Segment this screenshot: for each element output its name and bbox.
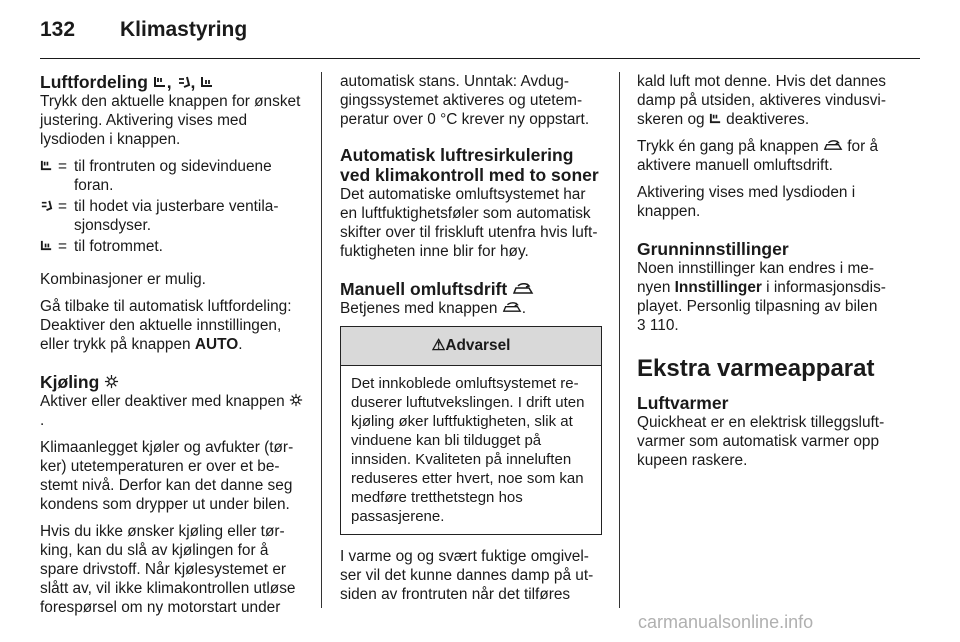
section-title-luftvarmer: Luftvarmer (637, 393, 729, 413)
header-divider (40, 58, 920, 59)
chapter-section-title: Ekstra varmeapparat (637, 355, 875, 382)
page-number: 132 (40, 18, 76, 41)
paragraph: Aktivering vises med lysdioden i knappen. (637, 184, 856, 220)
section-title-manual-recirculation: Manuell omluftsdrift (340, 279, 602, 299)
chapter-title: Klimastyring (120, 18, 248, 41)
column-divider-1 (321, 72, 322, 608)
definition-text: til fotrommet. (74, 238, 163, 255)
page-header (40, 14, 920, 60)
snowflake-icon (289, 393, 303, 407)
watermark: carmanualsonline.info (638, 612, 814, 632)
page-reference-icon: 3 (637, 317, 646, 334)
paragraph: Hvis du ikke ønsker kjøling eller tørking, kan du slå av kjølingen for å spare drivstoff. Når kjølesystemet er slått av, vil ikke klimakontrollen utløse forespørsel om ny motorstart under (40, 523, 296, 616)
recirculation-car-icon (512, 283, 534, 296)
column-2 (340, 72, 602, 612)
warning-title: Advarsel (445, 337, 511, 354)
paragraph: Det automatiske omluftsystemet har en luftfuktighetsføler som automatisk skifter over til friskluft utenfra hvis luftfuktigheten inne blir for høy. (340, 186, 598, 260)
section-title-grunninnstillinger: Grunninnstillinger (637, 239, 789, 259)
airflow-feet-icon (40, 239, 53, 252)
recirculation-car-icon (823, 140, 843, 152)
definition-item: = til hodet via justerbare ventilasjonsdyser. (40, 197, 305, 235)
paragraph: kald luft mot denne. Hvis det dannes damp på utsiden, aktiveres vindusviskeren og deaktiveres. (637, 73, 886, 128)
paragraph: automatisk stans. Unntak: Avduggingssystemet aktiveres og utetemperatur over 0 °C krever ny oppstart. (340, 73, 590, 128)
warning-header (341, 327, 601, 366)
snowflake-icon (104, 374, 119, 389)
paragraph: Betjenes med knappen . (340, 300, 527, 317)
definition-item: = til fotrommet. (40, 237, 305, 256)
paragraph: I varme og og svært fuktige omgivelser vil det kunne dannes damp på utsiden av frontruten når det tilføres (340, 548, 594, 603)
airflow-head-icon (40, 199, 53, 212)
warning-box (340, 326, 602, 535)
airflow-head-icon (177, 75, 191, 89)
recirculation-car-icon (502, 302, 522, 314)
airflow-windscreen-icon (153, 75, 167, 89)
paragraph: Gå tilbake til automatisk luftfordeling: Deaktiver den aktuelle innstillingen, eller trykk på knappen AUTO. (40, 298, 292, 353)
airflow-windscreen-icon (709, 112, 722, 125)
column-1 (40, 72, 305, 625)
column-divider-2 (619, 72, 620, 608)
paragraph: Trykk én gang på knappen for å aktivere manuell omluftsdrift. (637, 138, 879, 174)
paragraph: Quickheat er en elektrisk tilleggsluftvarmer som automatisk varmer opp kupeen raskere. (637, 414, 885, 469)
airflow-feet-icon (200, 75, 214, 89)
section-title-luftfordeling: Luftfordeling , , (40, 72, 305, 92)
airflow-windscreen-icon (40, 159, 53, 172)
luftfordeling-intro: Trykk den aktuelle knappen for ønsket justering. Aktivering vises med lysdioden i knappen. (40, 93, 301, 148)
warning-body: Det innkoblede omluftsystemet reduserer luftutvekslingen. I drift uten kjøling øker luftfuktigheten, slik at vinduene kan bli tildugget på innsiden. Kvaliteten på inneluften reduseres etter hvert, noe som kan medføre tretthetstegn hos passasjerene. (351, 375, 585, 525)
definition-text: til frontruten og sidevinduene foran. (74, 158, 272, 194)
section-title-kjoling: Kjøling (40, 372, 305, 392)
definition-item: = til frontruten og sidevinduene foran. (40, 157, 305, 195)
page-reference: 110. (649, 317, 679, 334)
column-3 (637, 72, 900, 478)
paragraph: Aktiver eller deaktiver med knappen . (40, 392, 305, 430)
definition-text: til hodet via justerbare ventilasjonsdyser. (74, 198, 279, 234)
paragraph: Klimaanlegget kjøler og avfukter (tørker) utetemperaturen er over et bestemt nivå. Derfor kan det danne seg kondens som drypper ut under bilen. (40, 439, 294, 513)
paragraph: Kombinasjoner er mulig. (40, 271, 206, 288)
menu-name-innstillinger: Innstillinger (674, 279, 762, 296)
section-title-auto-recirculation: Automatisk luftresirkulering ved klimakontroll med to soner (340, 145, 599, 185)
paragraph: Noen innstillinger kan endres i menyen Innstillinger i informasjonsdisplayet. Personlig tilpasning av bilen 3 110. (637, 260, 886, 334)
auto-button-label: AUTO (194, 336, 239, 353)
warning-icon: ⚠ (431, 337, 446, 354)
